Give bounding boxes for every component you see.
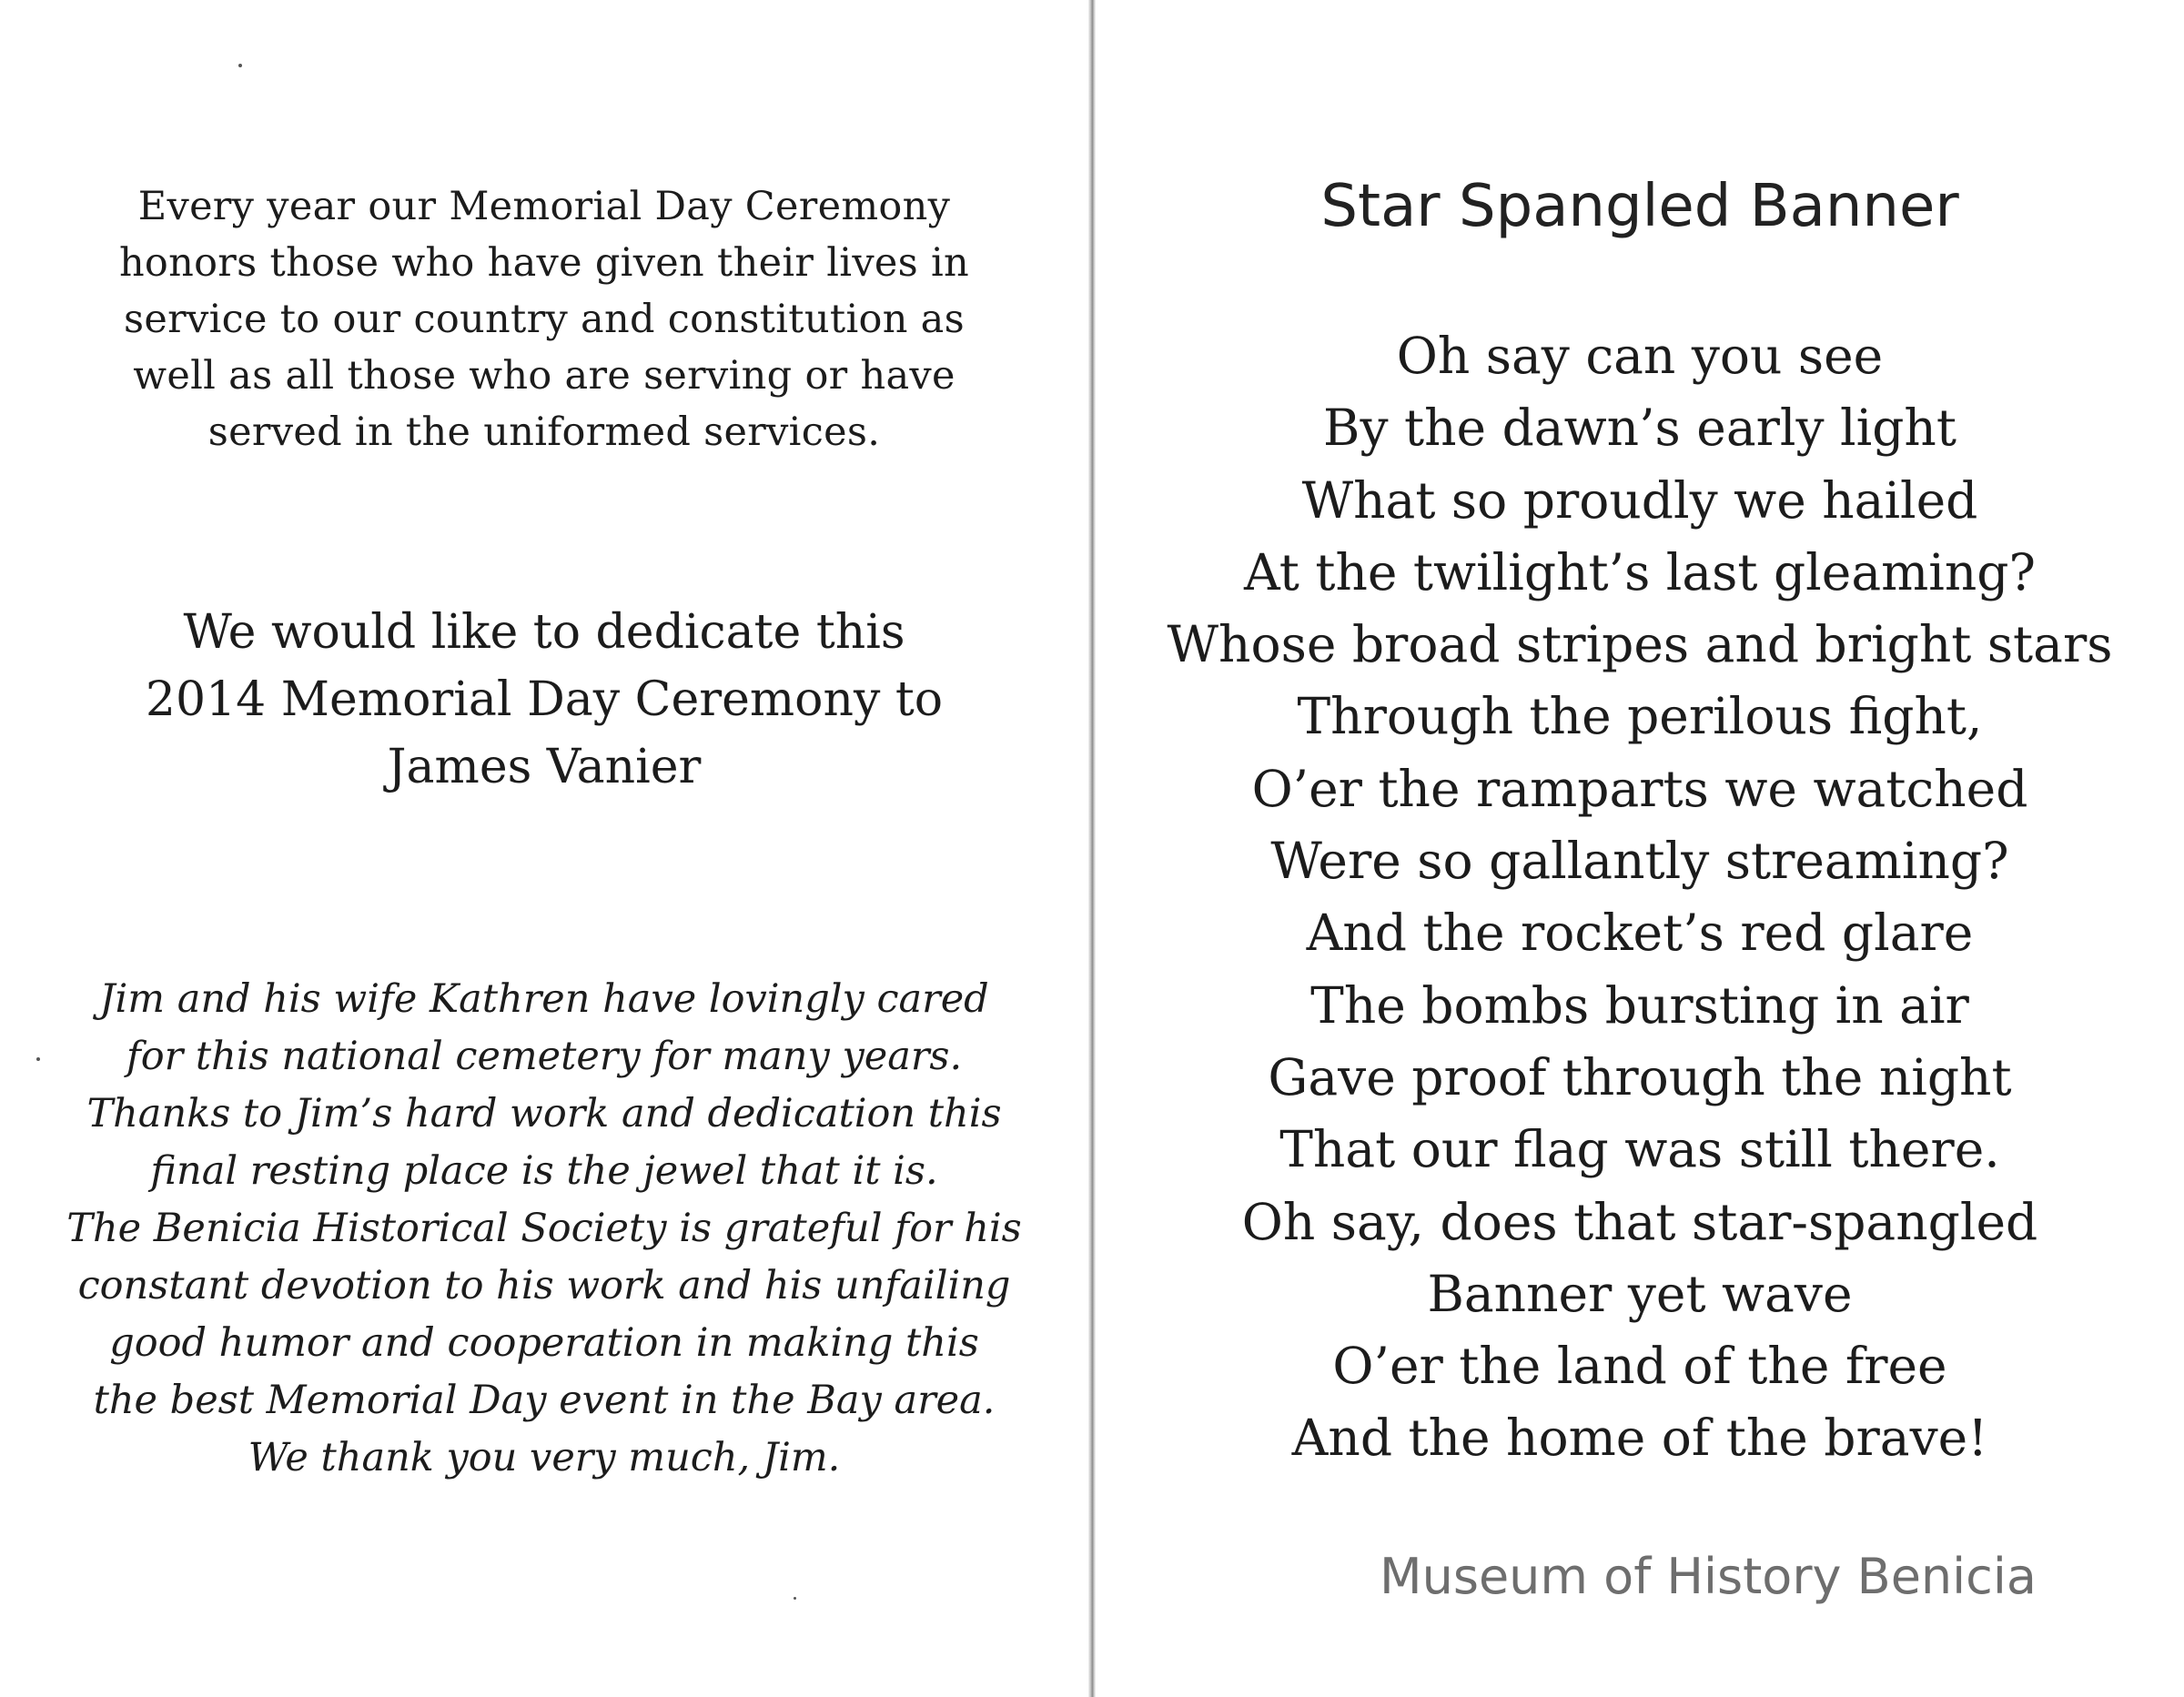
intro-paragraph: [55, 178, 1034, 460]
anthem-title: Star Spangled Banner: [1320, 173, 1959, 240]
lyric-line: Gave proof through the night: [1268, 1047, 2012, 1106]
dedication-paragraph: [55, 599, 1034, 801]
right-page: [1096, 0, 2184, 1697]
scan-speck: [238, 64, 242, 67]
lyric-line: Whose broad stripes and bright stars: [1167, 615, 2113, 674]
intro-line: served in the uniformed services.: [207, 409, 881, 455]
dedication-line: We would like to dedicate this: [183, 605, 905, 660]
lyric-line: By the dawn’s early light: [1323, 399, 1956, 458]
lyric-line: O’er the land of the free: [1332, 1337, 1947, 1396]
lyric-line: Were so gallantly streaming?: [1270, 832, 2009, 891]
intro-line: Every year our Memorial Day Ceremony: [137, 184, 951, 229]
lyric-line: That our flag was still there.: [1279, 1120, 2000, 1179]
tribute-line: for this national cemetery for many years.: [126, 1034, 963, 1079]
lyric-line: At the twilight’s last gleaming?: [1244, 542, 2036, 601]
lyric-line: Through the perilous fight,: [1297, 687, 1983, 746]
lyric-line: What so proudly we hailed: [1301, 470, 1978, 530]
tribute-line: good humor and cooperation in making this: [109, 1320, 979, 1366]
tribute-line: Thanks to Jim’s hard work and dedication this: [86, 1091, 1002, 1136]
scan-speck: [36, 1057, 40, 1061]
dedication-line: 2014 Memorial Day Ceremony to: [145, 672, 944, 727]
lyric-line: The bombs bursting in air: [1310, 975, 1969, 1035]
tribute-line: Jim and his wife Kathren have lovingly cared: [99, 976, 989, 1022]
tribute-line: We thank you very much, Jim.: [248, 1435, 841, 1480]
intro-line: well as all those who are serving or have: [133, 353, 956, 399]
lyric-line: Oh say, does that star-spangled: [1241, 1192, 2038, 1251]
intro-line: service to our country and constitution as: [124, 297, 965, 342]
tribute-line: final resting place is the jewel that it is.: [150, 1148, 938, 1194]
anthem-lyrics: [1096, 320, 2184, 1475]
tribute-line: the best Memorial Day event in the Bay area.: [93, 1378, 996, 1423]
lyric-line: Oh say can you see: [1396, 327, 1884, 385]
dedication-honoree: James Vanier: [387, 740, 702, 794]
lyric-line: And the rocket’s red glare: [1306, 904, 1974, 963]
intro-line: honors those who have given their lives in: [118, 240, 970, 286]
left-page: [0, 0, 1088, 1697]
tribute-line: The Benicia Historical Society is grateful for his: [66, 1206, 1022, 1251]
museum-watermark: Museum of History Benicia: [1380, 1548, 2037, 1605]
tribute-paragraph: [36, 971, 1052, 1487]
lyric-line: Banner yet wave: [1427, 1264, 1853, 1323]
page-fold: [1088, 0, 1096, 1697]
lyric-line: And the home of the brave!: [1291, 1409, 1988, 1468]
tribute-line: constant devotion to his work and his unfailing: [77, 1263, 1011, 1308]
lyric-line: O’er the ramparts we watched: [1251, 759, 2028, 818]
scan-speck: [794, 1597, 796, 1600]
